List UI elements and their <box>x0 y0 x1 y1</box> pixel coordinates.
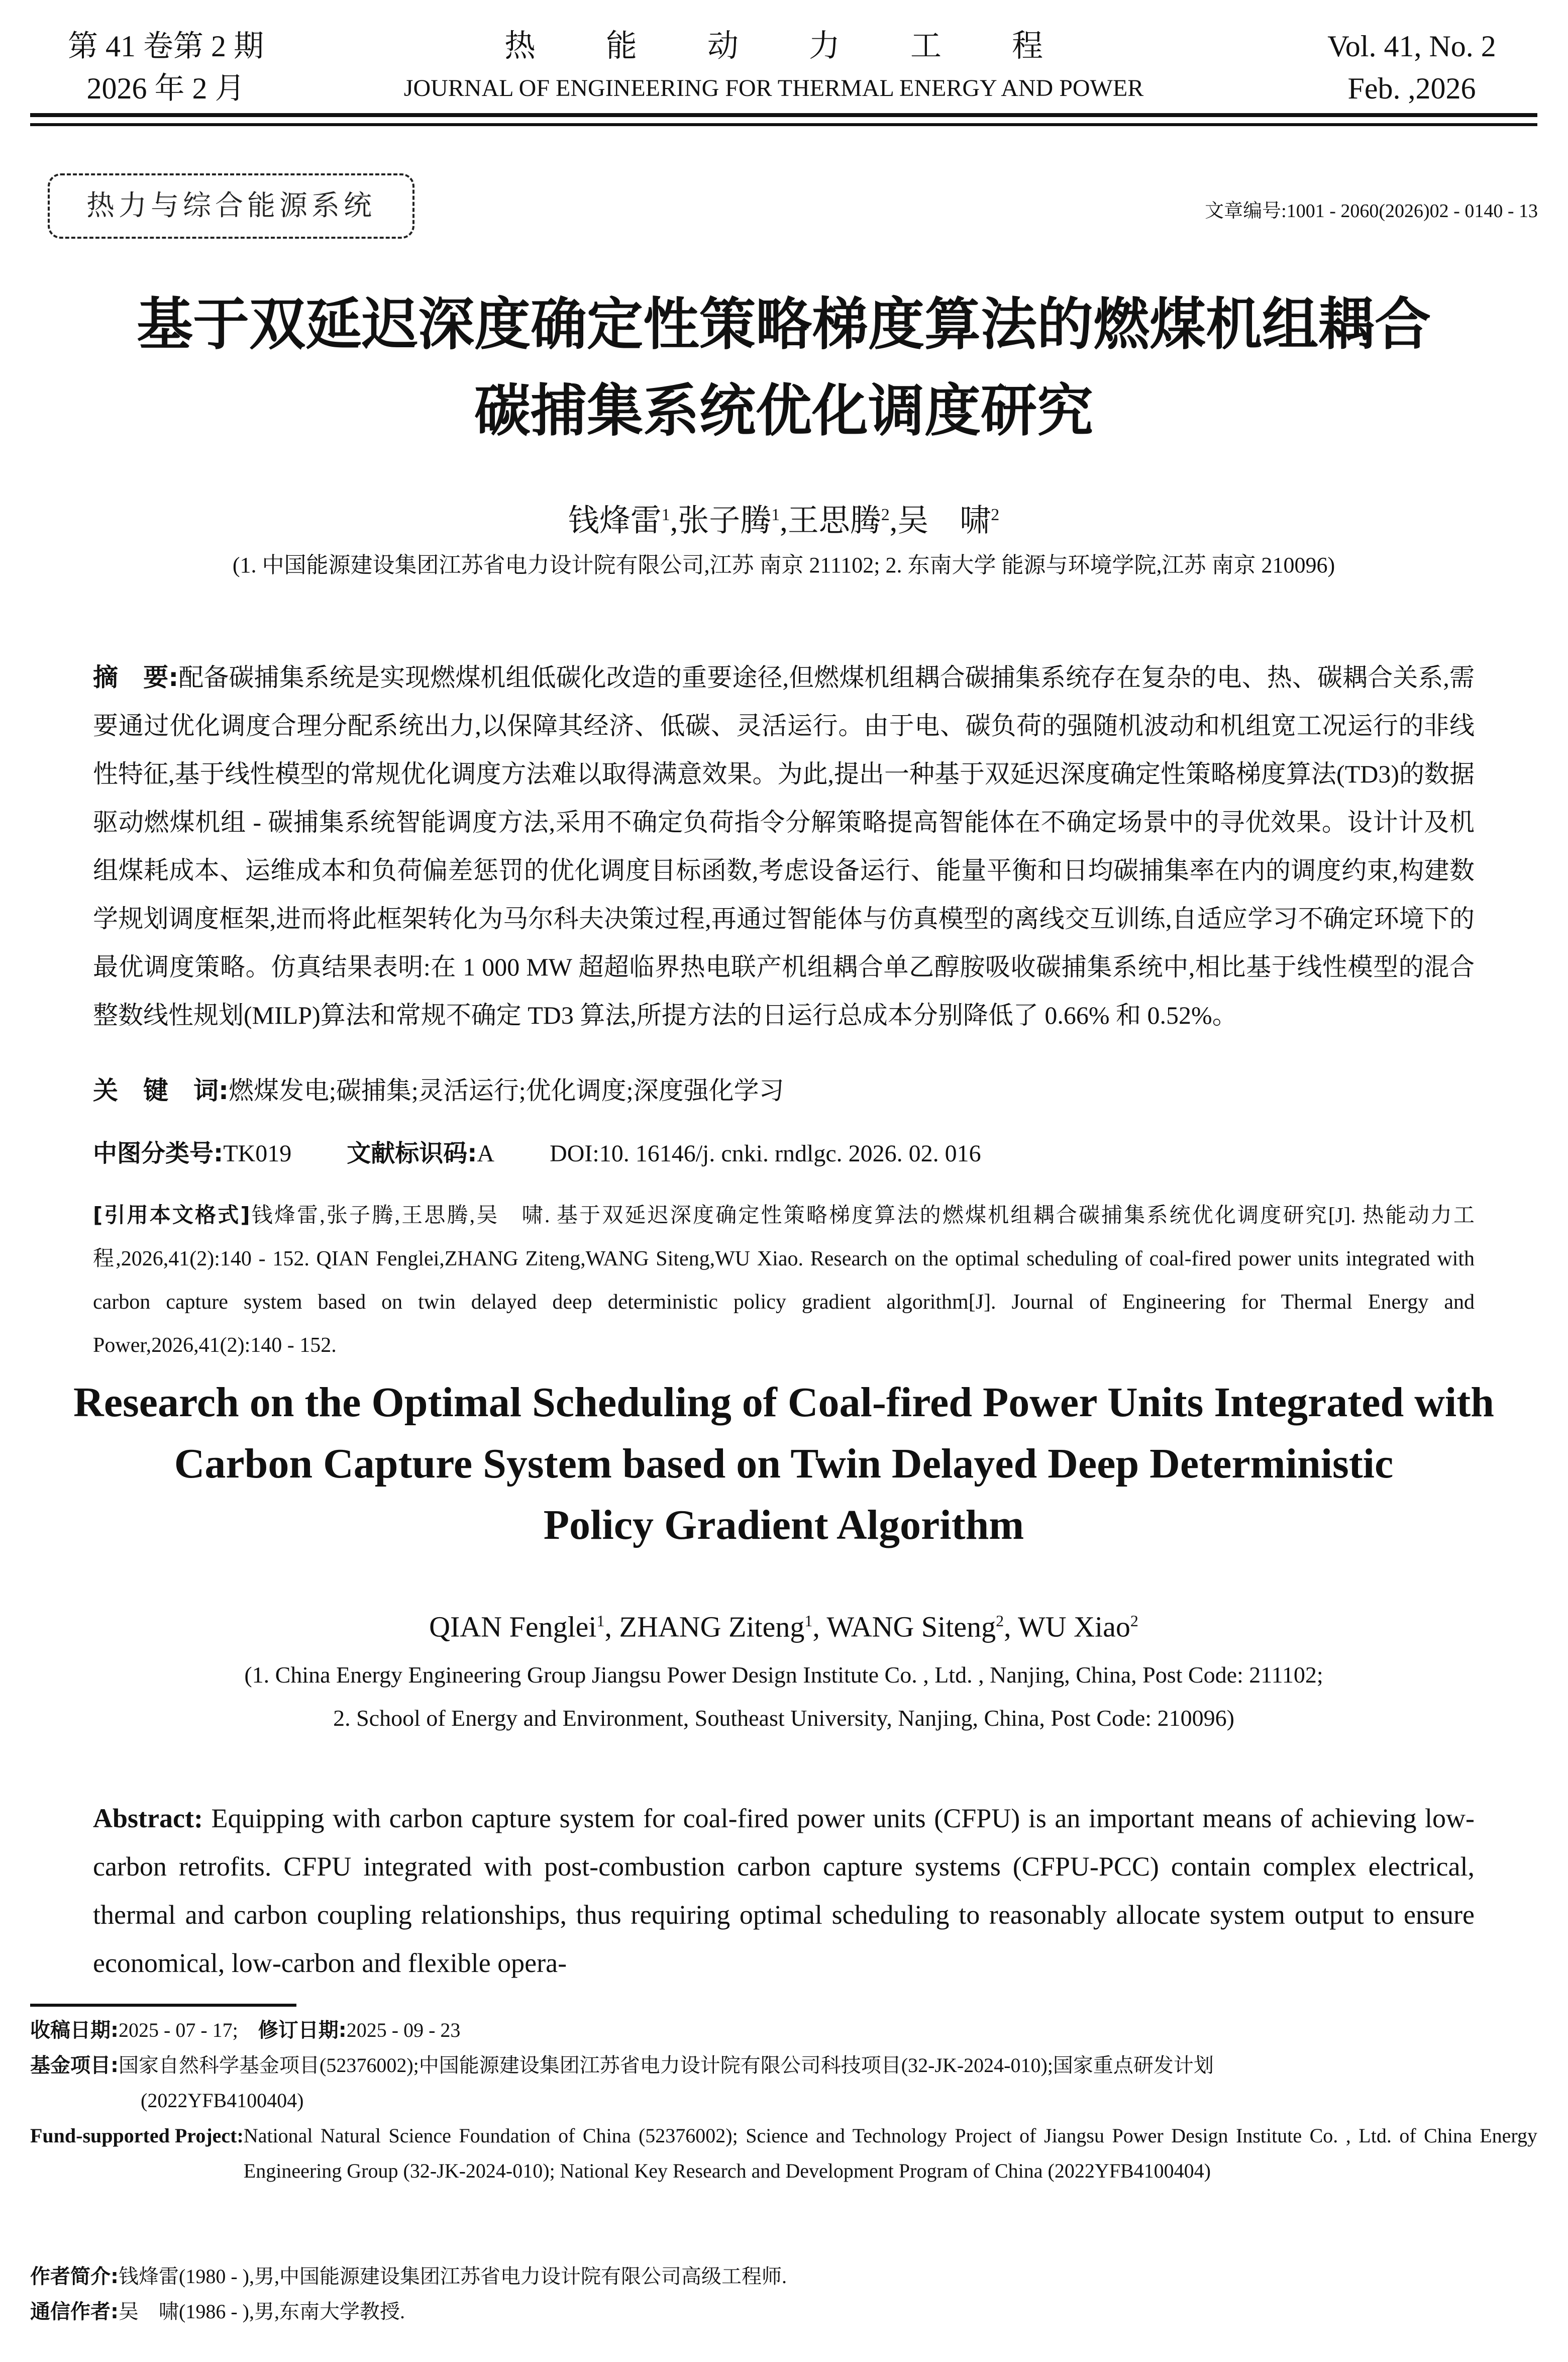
affiliations-en <box>30 1653 1537 1740</box>
title-en <box>30 1372 1537 1556</box>
doi-value[interactable]: 10. 16146/j. cnki. rndlgc. 2026. 02. 016 <box>599 1140 981 1167</box>
author-en: WU Xiao <box>1018 1610 1130 1643</box>
affiliations-cn: (1. 中国能源建设集团江苏省电力设计院有限公司,江苏 南京 211102; 2. 东南大学 能源与环境学院,江苏 南京 210096) <box>232 553 1335 577</box>
author-en: WANG Siteng <box>826 1610 996 1643</box>
affiliation-en-1: (1. China Energy Engineering Group Jiangsu Power Design Institute Co. , Ltd. , Nanjing, China, Post Code: 211102; <box>244 1662 1323 1688</box>
article-number: 文章编号:1001 - 2060(2026)02 - 0140 - 13 <box>1205 201 1538 222</box>
author-affiliation-mark: 1 <box>661 506 670 524</box>
footnote-fund-cn <box>30 2048 1537 2118</box>
footnote-author-bio <box>30 2259 1537 2294</box>
abstract-cn <box>93 653 1475 1039</box>
authors-cn: 钱烽雷$^1$,张子腾$^1$,王思腾$^2$,吴 啸$^2$ <box>568 504 1000 538</box>
volume-cn: 第 41 卷第 2 期 <box>68 30 264 63</box>
fund-cn-text: 国家自然科学基金项目(52376002);中国能源建设集团江苏省电力设计院有限公司科技项目(32-JK-2024-010);国家重点研发计划 <box>119 2054 1214 2077</box>
citation-label: [引用本文格式] <box>93 1203 250 1227</box>
corresponding-text: 吴 啸(1986 - ),男,东南大学教授. <box>119 2300 405 2323</box>
author-affiliation-mark: 1 <box>771 506 780 524</box>
abstract-en-label: Abstract: <box>93 1803 203 1833</box>
keywords-cn-text: 燃煤发电;碳捕集;灵活运行;优化调度;深度强化学习 <box>229 1076 784 1105</box>
journal-name-en: JOURNAL OF ENGINEERING FOR THERMAL ENERGY AND POWER <box>403 75 1144 102</box>
keywords-cn-label: 关 键 词: <box>93 1076 229 1105</box>
title-en-line-1: Research on the Optimal Scheduling of Coal-fired Power Units Integrated with <box>73 1379 1494 1426</box>
abstract-cn-text: 配备碳捕集系统是实现燃煤机组低碳化改造的重要途径,但燃煤机组耦合碳捕集系统存在复杂的电、热、碳耦合关系,需要通过优化调度合理分配系统出力,以保障其经济、低碳、灵活运行。由于电、碳负荷的强随机波动和机组宽工况运行的非线性特征,基于线性模型的常规优化调度方法难以取得满意效果。为此,提出一种基于双延迟深度确定性策略梯度算法(TD3)的数据驱动燃煤机组 - 碳捕集系统智能调度方法,采用不确定负荷指令分解策略提高智能体在不确定场景中的寻优效果。设计计及机组煤耗成本、运维成本和负荷偏差惩罚的优化调度目标函数,考虑设备运行、能量平衡和日均碳捕集率在内的调度约束,构建数学规划调度框架,进而将此框架转化为马尔科夫决策过程,再通过智能体与仿真模型的离线交互训练,自适应学习不确定环境下的最优调度策略。仿真结果表明:在 1 000 MW 超超临界热电联产机组耦合单乙醇胺吸收碳捕集系统中,相比基于线性模型的混合整数线性规划(MILP)算法和常规不确定 TD3 算法,所提方法的日运行总成本分别降低了 0.66% 和 0.52%。 <box>93 663 1475 1029</box>
affiliation-en-2: 2. School of Energy and Environment, Southeast University, Nanjing, China, Post Code: 210096) <box>333 1705 1234 1731</box>
author-en: QIAN Fenglei <box>429 1610 597 1643</box>
corresponding-label: 通信作者: <box>30 2300 119 2323</box>
author-affiliation-mark: 1 <box>804 1612 813 1630</box>
clc-value: TK019 <box>223 1140 292 1167</box>
author-affiliation-mark: 1 <box>596 1612 605 1630</box>
journal-name-cn: 热能动力工程 <box>504 29 1113 63</box>
journal-masthead <box>322 25 1226 110</box>
title-cn <box>30 281 1537 454</box>
author-affiliation-mark: 2 <box>991 506 1000 524</box>
citation-text: 钱烽雷,张子腾,王思腾,吴 啸. 基于双延迟深度确定性策略梯度算法的燃煤机组耦合碳捕集系统优化调度研究[J]. 热能动力工程,2026,41(2):140 - 152. QIAN Fenglei,ZHANG Ziteng,WANG Siteng,WU Xiao. Research on the optimal scheduling of coal-fired power units integrated with carbon capture system based on twin delayed deep deterministic policy gradient algorithm[J]. Journal of Engineering for Thermal Energy and Power,2026,41(2):140 - 152. <box>93 1204 1475 1357</box>
author-bio-label: 作者简介: <box>30 2265 119 2288</box>
author-cn: 钱烽雷 <box>568 504 662 538</box>
date-en: Feb. ,2026 <box>1347 72 1476 105</box>
issue-info-en <box>1276 25 1547 110</box>
header-rule-thick <box>30 113 1537 117</box>
author-en: ZHANG Ziteng <box>619 1610 805 1643</box>
abstract-en <box>93 1794 1475 1987</box>
citation-block <box>93 1194 1475 1367</box>
footnote-fund-en <box>30 2118 1537 2189</box>
authors-en: QIAN Fenglei$^1$, ZHANG Ziteng$^1$, WANG Siteng$^2$, WU Xiao$^2$ <box>429 1610 1138 1643</box>
keywords-cn <box>93 1070 1475 1111</box>
received-label: 收稿日期: <box>30 2019 119 2042</box>
column-badge: 热力与综合能源系统 <box>48 173 414 239</box>
revised-label: 修订日期: <box>258 2019 347 2042</box>
received-value: 2025 - 07 - 17; <box>119 2019 238 2041</box>
author-cn: 张子腾 <box>678 504 772 538</box>
title-en-line-3: Policy Gradient Algorithm <box>543 1502 1024 1548</box>
title-cn-line-2: 碳捕集系统优化调度研究 <box>474 378 1093 444</box>
fund-cn-label: 基金项目: <box>30 2054 119 2077</box>
clc-label: 中图分类号: <box>93 1139 224 1167</box>
volume-en: Vol. 41, No. 2 <box>1327 30 1496 63</box>
fund-cn-text-cont: (2022YFB4100404) <box>141 2089 304 2112</box>
author-cn: 王思腾 <box>787 504 881 538</box>
author-affiliation-mark: 2 <box>881 506 890 524</box>
abstract-cn-label: 摘 要: <box>93 663 179 692</box>
issue-info-cn <box>35 25 296 110</box>
author-cn: 吴 啸 <box>897 504 991 538</box>
fund-en-label: Fund-supported Project: <box>30 2124 244 2147</box>
date-cn: 2026 年 2 月 <box>86 72 245 105</box>
author-bio-text: 钱烽雷(1980 - ),男,中国能源建设集团江苏省电力设计院有限公司高级工程师. <box>119 2265 787 2288</box>
classification-line <box>93 1133 1475 1174</box>
title-cn-line-1: 基于双延迟深度确定性策略梯度算法的燃煤机组耦合 <box>137 292 1431 357</box>
title-en-line-2: Carbon Capture System based on Twin Delayed Deep Deterministic <box>174 1440 1394 1487</box>
revised-value: 2025 - 09 - 23 <box>346 2019 461 2041</box>
abstract-en-text: Equipping with carbon capture system for coal-fired power units (CFPU) is an important means of achieving low-carbon retrofits. CFPU integrated with post-combustion carbon capture systems (CFPU-PCC) contain complex electrical, thermal and carbon coupling relationships, thus requiring optimal scheduling to reasonably allocate system output to ensure economical, low-carbon and flexible opera- <box>93 1803 1475 1978</box>
footnote-rule <box>30 2004 296 2007</box>
header-rule-thin <box>30 123 1537 126</box>
doi-label: DOI: <box>550 1140 599 1167</box>
doc-code-label: 文献标识码: <box>347 1139 477 1167</box>
footnote-corresponding-author <box>30 2294 1537 2329</box>
author-affiliation-mark: 2 <box>1130 1612 1138 1630</box>
doc-code-value: A <box>477 1140 495 1167</box>
footnote-dates <box>30 2013 1537 2048</box>
author-affiliation-mark: 2 <box>996 1612 1004 1630</box>
fund-en-text: National Natural Science Foundation of China (52376002); Science and Technology Project of Jiangsu Power Design Institute Co. , Ltd. of China Energy Engineering Group (32-JK-2024-010); National Key Research and Development Program of China (2022YFB4100404) <box>243 2124 1537 2182</box>
